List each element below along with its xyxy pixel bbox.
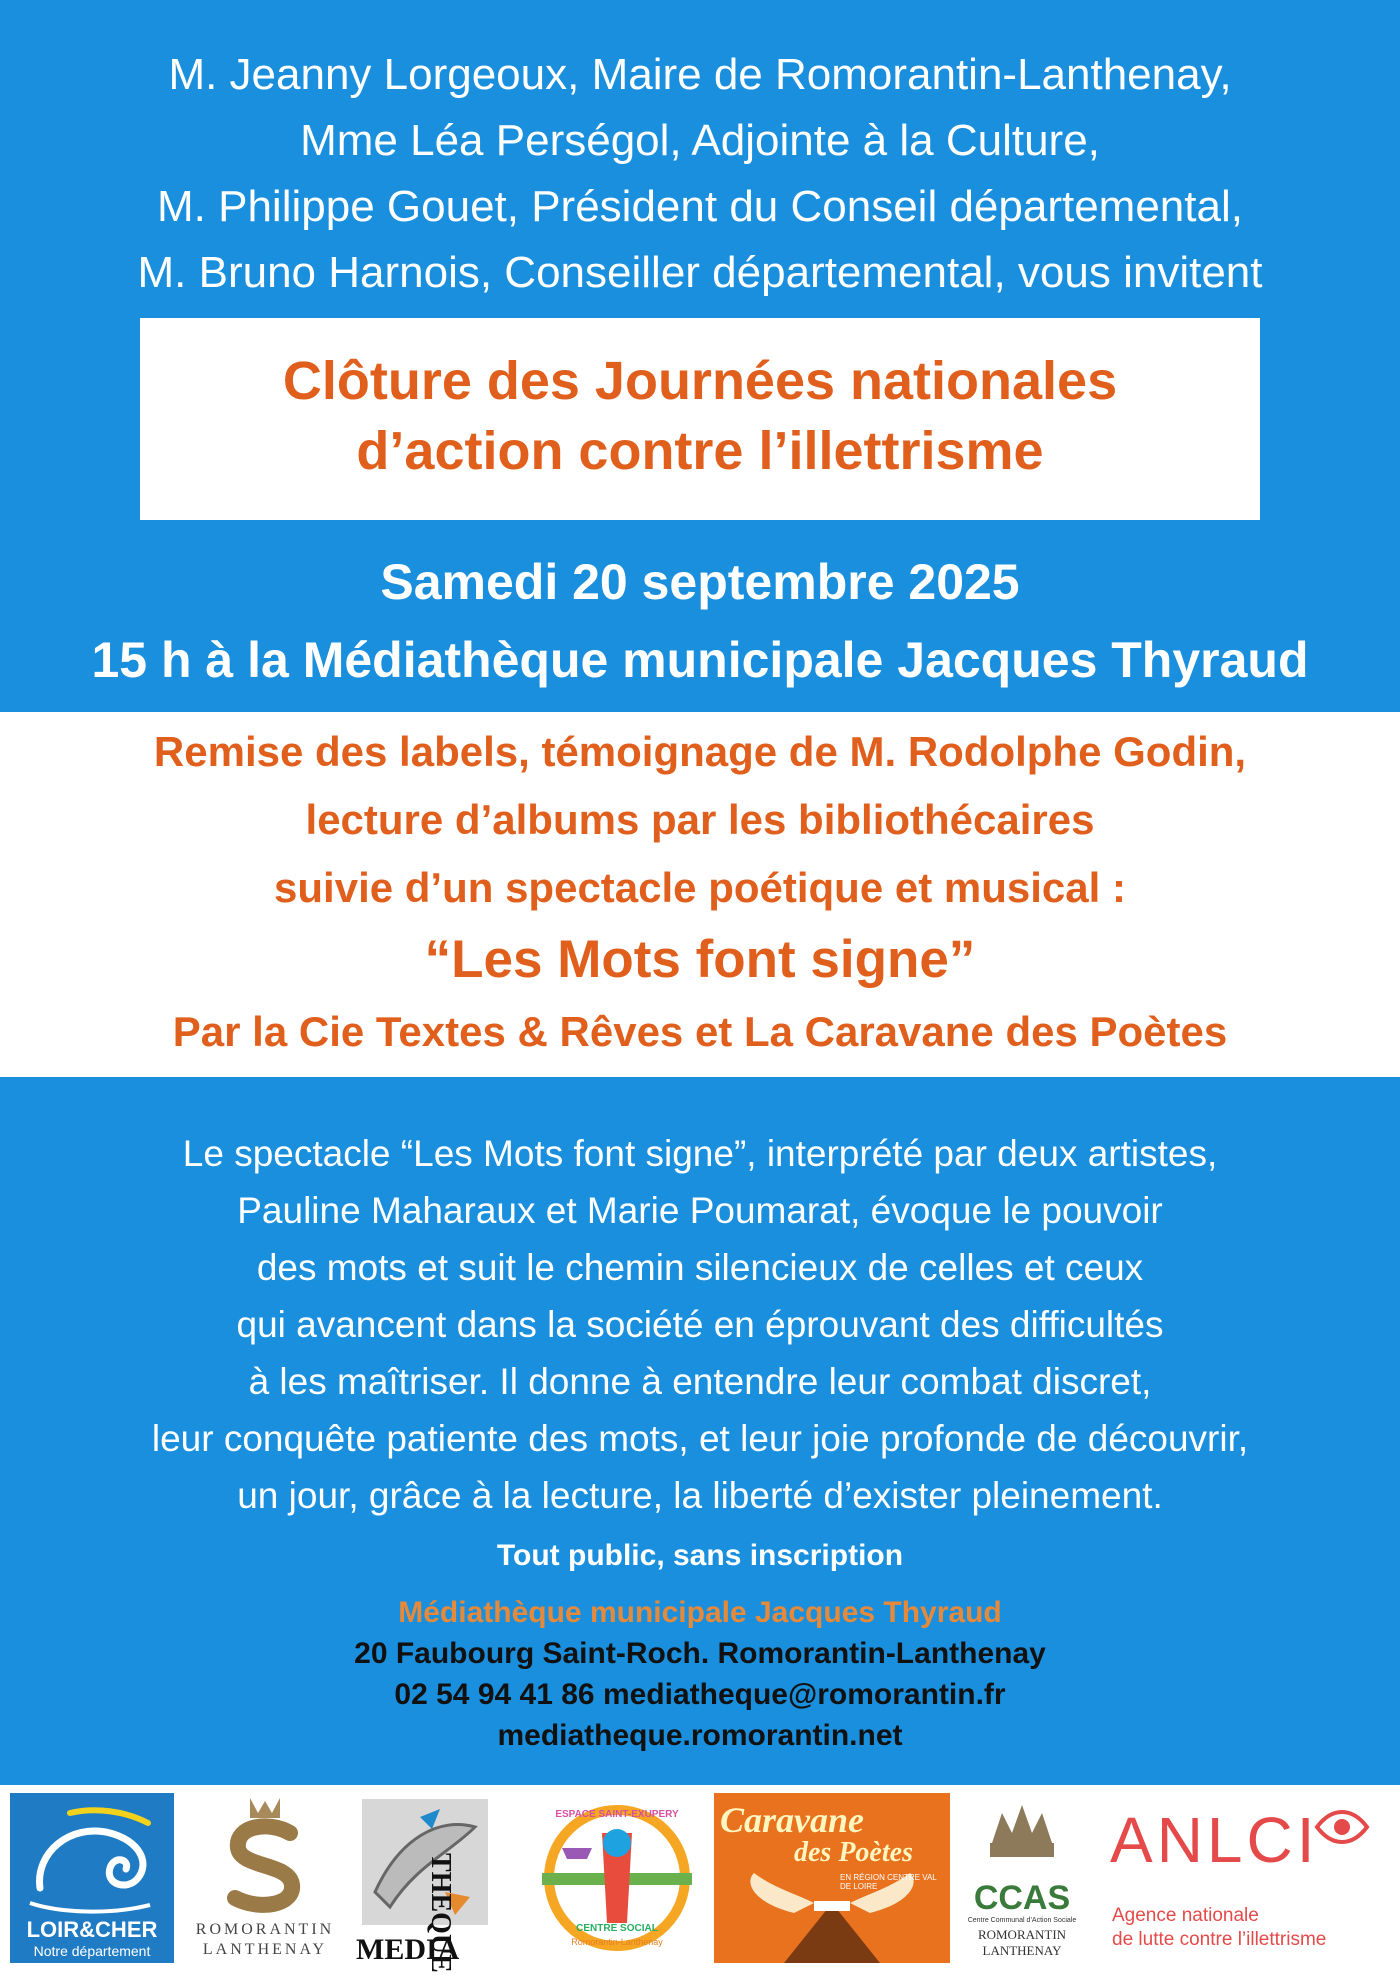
program-line: suivie d’un spectacle poétique et musical : bbox=[274, 864, 1126, 911]
description-line: Pauline Maharaux et Marie Poumarat, évoque le pouvoir bbox=[237, 1190, 1163, 1231]
espace-saint-exupery-logo bbox=[532, 1793, 702, 1963]
media-word: MEDIA bbox=[356, 1933, 460, 1966]
espace-mid: CENTRE SOCIAL bbox=[576, 1923, 658, 1934]
event-time-place: 15 h à la Médiathèque municipale Jacques Thyraud bbox=[91, 632, 1309, 688]
event-title-line1: Clôture des Journées nationales bbox=[282, 351, 1118, 411]
ccas-logo bbox=[962, 1793, 1082, 1963]
loir-cher-logo bbox=[10, 1793, 174, 1963]
theque-word: THEQUE bbox=[425, 1853, 456, 1973]
caravane-line1: Caravane bbox=[720, 1800, 864, 1840]
host-line: M. Jeanny Lorgeoux, Maire de Romorantin-Lanthenay, bbox=[168, 50, 1232, 99]
romorantin-line2: LANTHENAY bbox=[202, 1941, 328, 1958]
host-line: M. Bruno Harnois, Conseiller départemental, vous invitent bbox=[137, 248, 1263, 297]
event-datetime bbox=[0, 543, 1400, 699]
show-title: “Les Mots font signe” bbox=[424, 930, 976, 989]
romorantin-logo bbox=[180, 1793, 350, 1963]
event-title-line2: d’action contre l’illettrisme bbox=[356, 421, 1044, 481]
description-line: Le spectacle “Les Mots font signe”, interprété par deux artistes, bbox=[182, 1133, 1218, 1174]
caravane-line2: des Poètes bbox=[794, 1837, 913, 1868]
description-line: un jour, grâce à la lecture, la liberté d’exister pleinement. bbox=[237, 1475, 1163, 1516]
description-line: des mots et suit le chemin silencieux de celles et ceux bbox=[256, 1247, 1144, 1288]
anlci-line2: de lutte contre l’illettrisme bbox=[1112, 1929, 1327, 1950]
mediatheque-logo bbox=[356, 1793, 526, 1973]
program-line: Remise des labels, témoignage de M. Rodolphe Godin, bbox=[153, 728, 1247, 775]
phone-email[interactable]: 02 54 94 41 86 mediatheque@romorantin.fr bbox=[394, 1678, 1006, 1711]
host-line: M. Philippe Gouet, Président du Conseil départemental, bbox=[157, 182, 1243, 231]
crowned-s-icon bbox=[180, 1793, 350, 1918]
contact-block bbox=[0, 1592, 1400, 1756]
show-description bbox=[0, 1125, 1400, 1524]
ccas-line1: ROMORANTIN bbox=[977, 1927, 1067, 1942]
program-section bbox=[0, 712, 1400, 1077]
loir-cher-name: LOIR&CHER bbox=[26, 1917, 158, 1942]
event-date: Samedi 20 septembre 2025 bbox=[380, 554, 1020, 610]
description-line: qui avancent dans la société en éprouvant des difficultés bbox=[236, 1304, 1164, 1345]
romorantin-line1: ROMORANTIN bbox=[195, 1921, 335, 1938]
espace-bottom: Romorantin-Lanthenay bbox=[571, 1937, 663, 1947]
partner-logos bbox=[0, 1785, 1400, 1980]
invitation-header bbox=[0, 0, 1400, 712]
espace-top: ESPACE SAINT-EXUPERY bbox=[555, 1809, 679, 1820]
anlci-line1: Agence nationale bbox=[1112, 1905, 1259, 1926]
audience-note: Tout public, sans inscription bbox=[496, 1539, 904, 1572]
ccas-sub: Centre Communal d’Action Sociale bbox=[967, 1917, 1077, 1924]
ccas-name: CCAS bbox=[973, 1879, 1071, 1917]
anlci-name: ANLCI bbox=[1110, 1804, 1319, 1876]
description-line: à les maîtriser. Il donne à entendre leur combat discret, bbox=[248, 1361, 1152, 1402]
ccas-line2: LANTHENAY bbox=[982, 1943, 1062, 1958]
venue-name: Médiathèque municipale Jacques Thyraud bbox=[398, 1596, 1002, 1629]
loir-cher-tagline: Notre département bbox=[33, 1943, 151, 1959]
show-company: Par la Cie Textes & Rêves et La Caravane des Poètes bbox=[172, 1008, 1228, 1055]
anlci-logo bbox=[1100, 1793, 1390, 1963]
venue-address: 20 Faubourg Saint-Roch. Romorantin-Lanthenay bbox=[354, 1637, 1046, 1670]
host-line: Mme Léa Perségol, Adjointe à la Culture, bbox=[300, 116, 1100, 165]
caravane-des-poetes-logo bbox=[714, 1793, 950, 1963]
hosts-list bbox=[0, 42, 1400, 306]
event-title-box bbox=[140, 318, 1260, 520]
website-link[interactable]: mediatheque.romorantin.net bbox=[497, 1719, 903, 1752]
crown-icon bbox=[962, 1793, 1082, 1873]
caravane-line3: EN RÉGION CENTRE VAL DE LOIRE bbox=[840, 1873, 937, 1891]
description-line: leur conquête patiente des mots, et leur joie profonde de découvrir, bbox=[151, 1418, 1249, 1459]
eye-icon bbox=[1312, 1797, 1372, 1857]
program-line: lecture d’albums par les bibliothécaires bbox=[305, 796, 1095, 843]
